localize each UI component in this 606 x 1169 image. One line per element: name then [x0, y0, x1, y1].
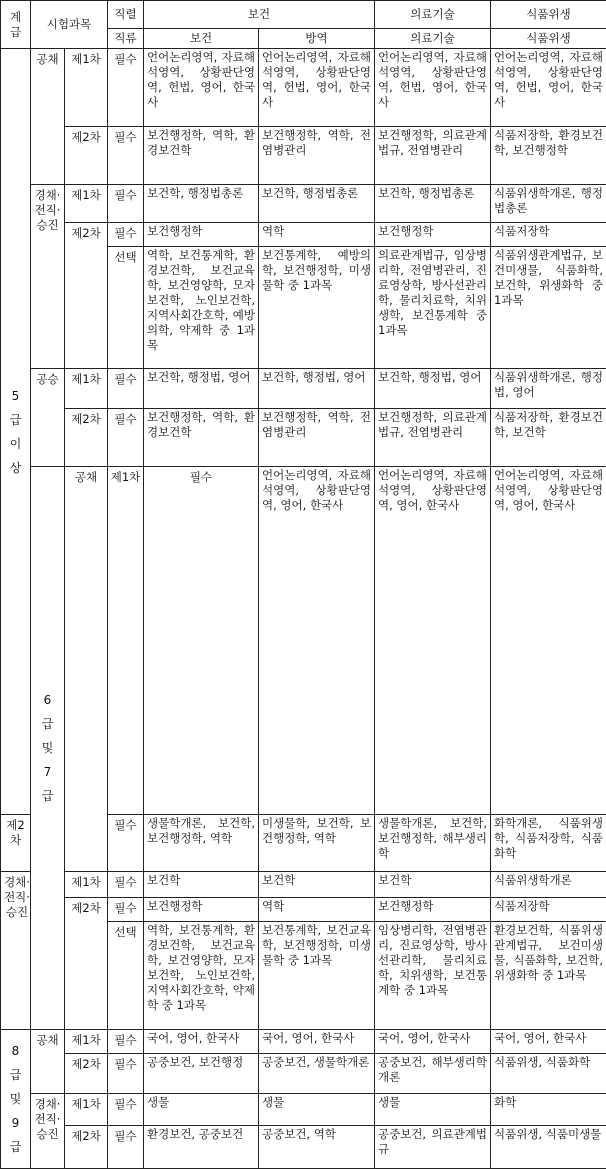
kind-cell: 필수	[108, 409, 144, 467]
kind-cell: 필수	[108, 872, 144, 898]
subject-cell: 보건행정학	[375, 223, 491, 247]
subject-cell: 언어논리영역, 자료해석영역, 상황판단영역, 헌법, 영어, 한국사	[144, 49, 259, 127]
kind-cell: 필수	[108, 1030, 144, 1054]
round-cell: 제2차	[65, 127, 108, 185]
subject-cell: 식품저장학, 환경보건학, 보건학	[491, 409, 606, 467]
subject-cell: 보건학	[375, 872, 491, 898]
subject-cell: 공중보건, 해부생리학개론	[375, 1054, 491, 1094]
subject-cell: 언어논리영역, 자료해석영역, 상황판단영역, 헌법, 영어, 한국사	[375, 49, 491, 127]
round-cell: 제2차	[65, 1054, 108, 1094]
subject-cell: 의료관계법규, 임상병리학, 전염병관리, 진료영상학, 방사선관리학, 물리치료학, 치위생학, 보건통계학 중 1과목	[375, 247, 491, 369]
subject-cell: 환경보건학, 식품위생관계법규, 보건미생물, 식품화학, 보건학, 위생화학 중 1과목	[491, 922, 606, 1030]
subject-cell: 생물	[375, 1094, 491, 1126]
subject-cell: 역학	[259, 898, 375, 922]
level-cell: 8급및9급	[1, 1030, 31, 1169]
subject-cell: 공중보건, 역학	[259, 1126, 375, 1169]
subject-cell: 식품위생, 식품화학	[491, 1054, 606, 1094]
subject-cell: 국어, 영어, 한국사	[144, 1030, 259, 1054]
subject-cell: 공중보건, 생물학개론	[259, 1054, 375, 1094]
subject-cell: 보건학	[259, 872, 375, 898]
subject-cell: 보건행정학, 역학, 전염병관리	[259, 127, 375, 185]
method-cell: 경채·전직·승진	[31, 185, 65, 369]
subject-cell: 식품저장학	[491, 898, 606, 922]
subject-cell: 환경보건, 공중보건	[144, 1126, 259, 1169]
subject-cell: 생물학개론, 보건학, 보건행정학, 역학	[144, 815, 259, 872]
subject-cell: 국어, 영어, 한국사	[491, 1030, 606, 1054]
subject-cell: 보건행정학	[144, 898, 259, 922]
subject-cell: 보건학, 행정법총론	[375, 185, 491, 223]
subject-cell: 보건행정학, 역학, 전염병관리	[259, 409, 375, 467]
header-series: 직렬	[108, 1, 144, 29]
round-cell: 제1차	[65, 1030, 108, 1054]
subject-cell: 식품위생학개론, 행정법, 영어	[491, 369, 606, 409]
round-cell: 제1차	[65, 1094, 108, 1126]
method-cell: 경채·전직·승진	[1, 872, 31, 1030]
subject-cell: 생물	[259, 1094, 375, 1126]
kind-cell: 필수	[108, 185, 144, 223]
subject-cell: 생물학개론, 보건학, 보건행정학, 해부생리학	[375, 815, 491, 872]
kind-cell: 필수	[108, 1054, 144, 1094]
kind-cell: 필수	[108, 1126, 144, 1169]
kind-cell: 필수	[144, 467, 259, 815]
round-cell: 제1차	[65, 185, 108, 223]
kind-cell: 필수	[108, 127, 144, 185]
subject-cell: 보건통계학, 예방의학, 보건행정학, 미생물학 중 1과목	[259, 247, 375, 369]
method-cell: 공채	[31, 49, 65, 185]
header-type: 직류	[108, 29, 144, 49]
kind-cell: 선택	[108, 247, 144, 369]
subject-cell: 식품위생, 식품미생물	[491, 1126, 606, 1169]
kind-cell: 필수	[108, 815, 144, 872]
subject-cell: 보건행정학, 역학, 환경보건학	[144, 127, 259, 185]
subject-cell: 공중보건, 보건행정	[144, 1054, 259, 1094]
subject-cell: 식품위생학개론	[491, 872, 606, 898]
kind-cell: 필수	[108, 223, 144, 247]
header-series-medtech: 의료기술	[375, 1, 491, 29]
subject-cell: 보건행정학	[375, 898, 491, 922]
kind-cell: 필수	[108, 1094, 144, 1126]
subject-cell: 보건학, 행정법총론	[259, 185, 375, 223]
subject-cell: 역학, 보건통계학, 환경보건학, 보건교육학, 보건영양학, 모자보건학, 노인보건학, 지역사회간호학, 약제학 중 1과목	[144, 922, 259, 1030]
level-cell: 6급및7급	[31, 467, 65, 1030]
subject-cell: 보건통계학, 보건교육학, 보건행정학, 미생물학 중 1과목	[259, 922, 375, 1030]
subject-cell: 국어, 영어, 한국사	[259, 1030, 375, 1054]
method-cell: 공채	[65, 467, 108, 872]
subject-cell: 미생물학, 보건학, 보건행정학, 역학	[259, 815, 375, 872]
header-type-quarantine: 방역	[259, 29, 375, 49]
round-cell: 제2차	[65, 223, 108, 369]
subject-cell: 생물	[144, 1094, 259, 1126]
round-cell: 제1차	[65, 872, 108, 898]
subject-cell: 식품위생학개론, 행정법총론	[491, 185, 606, 223]
level-cell: 5급이상	[1, 49, 31, 815]
subject-cell: 화학개론, 식품위생학, 식품저장학, 식품화학	[491, 815, 606, 872]
method-cell: 공채	[31, 1030, 65, 1094]
subject-cell: 역학	[259, 223, 375, 247]
round-cell: 제2차	[65, 409, 108, 467]
subject-cell: 언어논리영역, 자료해석영역, 상황판단영역, 영어, 한국사	[375, 467, 491, 815]
subject-cell: 화학	[491, 1094, 606, 1126]
subject-cell: 언어논리영역, 자료해석영역, 상황판단영역, 영어, 한국사	[259, 467, 375, 815]
header-type-foodhygiene: 식품위생	[491, 29, 606, 49]
round-cell: 제2차	[65, 898, 108, 1030]
kind-cell: 필수	[108, 369, 144, 409]
subject-cell: 국어, 영어, 한국사	[375, 1030, 491, 1054]
subject-cell: 식품위생관계법규, 보건미생물, 식품화학, 보건학, 위생화학 중 1과목	[491, 247, 606, 369]
subject-cell: 언어논리영역, 자료해석영역, 상황판단영역, 영어, 한국사	[491, 467, 606, 815]
subject-cell: 보건학, 행정법, 영어	[259, 369, 375, 409]
header-series-health: 보건	[144, 1, 375, 29]
subject-cell: 보건행정학, 의료관계법규, 전염병관리	[375, 127, 491, 185]
kind-cell: 선택	[108, 922, 144, 1030]
subject-cell: 임상병리학, 전염병관리, 진료영상학, 방사선관리학, 물리치료학, 치위생학, 보건통계학 중 1과목	[375, 922, 491, 1030]
round-cell: 제2차	[65, 1126, 108, 1169]
header-type-medtech: 의료기술	[375, 29, 491, 49]
subject-cell: 보건행정학	[144, 223, 259, 247]
kind-cell: 필수	[108, 49, 144, 127]
round-cell: 제1차	[65, 369, 108, 409]
method-cell: 경채·전직·승진	[31, 1094, 65, 1169]
subject-cell: 보건행정학, 의료관계법규, 전염병관리	[375, 409, 491, 467]
method-cell: 공승	[31, 369, 65, 467]
subject-cell: 보건행정학, 역학, 환경보건학	[144, 409, 259, 467]
header-type-health: 보건	[144, 29, 259, 49]
round-cell: 제1차	[108, 467, 144, 815]
subject-cell: 보건학, 행정법, 영어	[375, 369, 491, 409]
round-cell: 제1차	[65, 49, 108, 127]
header-exam-subject: 시험과목	[31, 1, 108, 49]
subject-cell: 식품저장학	[491, 223, 606, 247]
subject-cell: 보건학	[144, 872, 259, 898]
kind-cell: 필수	[108, 898, 144, 922]
subject-cell: 보건학, 행정법, 영어	[144, 369, 259, 409]
subject-cell: 역학, 보건통계학, 환경보건학, 보건교육학, 보건영양학, 모자보건학, 노인보건학, 지역사회간호학, 예방의학, 약제학 중 1과목	[144, 247, 259, 369]
subject-cell: 언어논리영역, 자료해석영역, 상황판단영역, 헌법, 영어, 한국사	[491, 49, 606, 127]
subject-cell: 보건학, 행정법총론	[144, 185, 259, 223]
subject-cell: 식품저장학, 환경보건학, 보건행정학	[491, 127, 606, 185]
header-grade: 계급	[1, 1, 31, 49]
header-series-foodhygiene: 식품위생	[491, 1, 606, 29]
round-cell: 제2차	[1, 815, 31, 872]
subject-cell: 언어논리영역, 자료해석영역, 상황판단영역, 헌법, 영어, 한국사	[259, 49, 375, 127]
subject-cell: 공중보건, 의료관계법규	[375, 1126, 491, 1169]
